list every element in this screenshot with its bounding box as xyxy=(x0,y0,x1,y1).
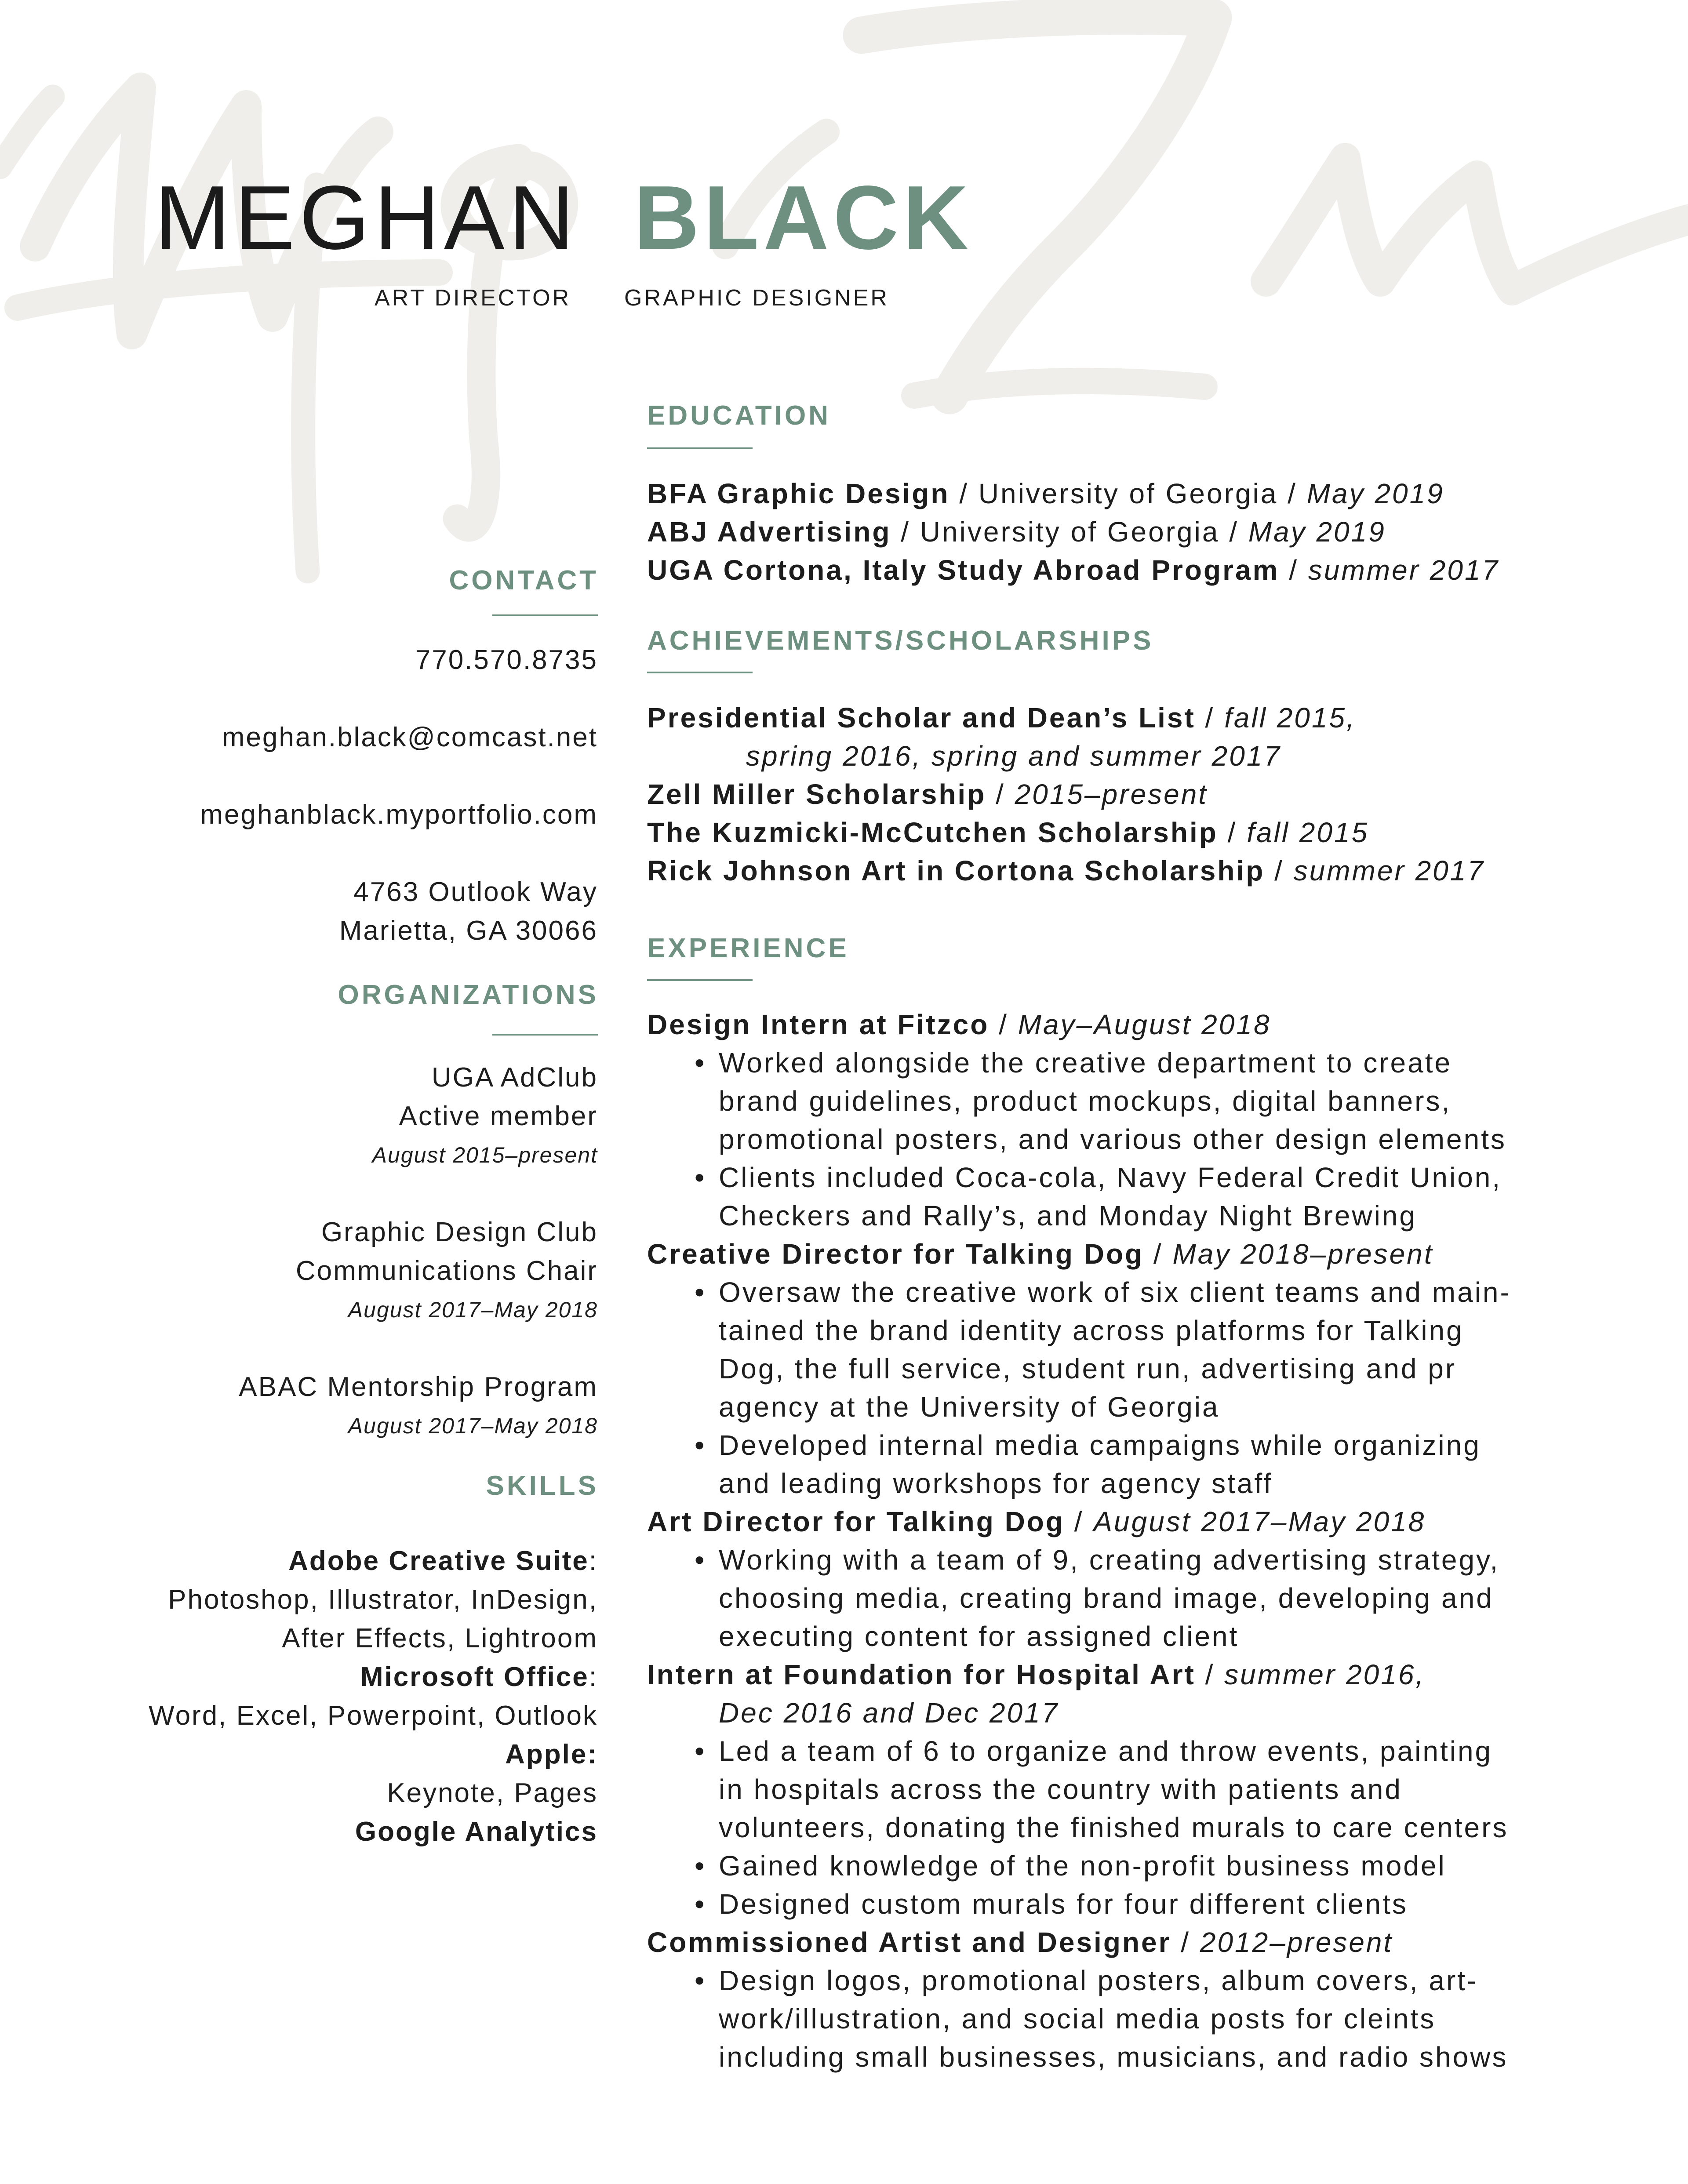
job-dates-cont: Dec 2016 and Dec 2017 xyxy=(719,1697,1059,1729)
achievement-item: Presidential Scholar and Dean’s List / fall 2015, xyxy=(647,702,1356,734)
job-bullet: • Design logos, promotional posters, album covers, art- xyxy=(695,1965,1478,1996)
job-bullet-cont: in hospitals across the country with patients and xyxy=(719,1773,1402,1805)
skill-group-name: Google Analytics xyxy=(355,1817,598,1847)
last-name: BLACK xyxy=(634,167,973,268)
achievements-section xyxy=(647,699,1485,890)
organizations-section xyxy=(239,1058,598,1445)
skill-list: Word, Excel, Powerpoint, Outlook xyxy=(149,1701,598,1731)
job-bullet-cont: volunteers, donating the finished murals to care centers xyxy=(719,1812,1509,1843)
skills-section xyxy=(149,1542,598,1851)
org-role: Communications Chair xyxy=(295,1256,598,1286)
job-bullet: • Worked alongside the creative department to create xyxy=(695,1047,1452,1079)
organizations-rule xyxy=(492,1034,598,1036)
skill-list: Keynote, Pages xyxy=(387,1778,598,1808)
experience-rule xyxy=(647,979,753,981)
org-name: UGA AdClub xyxy=(431,1062,598,1093)
org-item xyxy=(239,1058,598,1174)
experience-section xyxy=(647,1006,1511,2076)
job-bullet-cont: tained the brand identity across platforms for Talking xyxy=(719,1315,1464,1346)
org-name: ABAC Mentorship Program xyxy=(239,1372,598,1402)
education-item: UGA Cortona, Italy Study Abroad Program / summer 2017 xyxy=(647,554,1500,586)
job-bullet: • Working with a team of 9, creating advertising strategy, xyxy=(695,1544,1500,1576)
contact-email[interactable]: meghan.black@comcast.net xyxy=(222,722,598,752)
first-name: MEGHAN xyxy=(155,167,579,268)
org-item xyxy=(239,1213,598,1329)
job-bullet-cont: choosing media, creating brand image, developing and xyxy=(719,1582,1494,1614)
skill-group-name: Apple: xyxy=(505,1739,598,1770)
job-title-graphic-designer: GRAPHIC DESIGNER xyxy=(624,285,889,311)
org-dates: August 2017–May 2018 xyxy=(348,1414,598,1438)
job-bullet: • Developed internal media campaigns while organizing xyxy=(695,1429,1481,1461)
job-bullet-cont: Dog, the full service, student run, advertising and pr xyxy=(719,1353,1457,1385)
achievement-item: Zell Miller Scholarship / 2015–present xyxy=(647,778,1208,810)
job-title-line: Creative Director for Talking Dog / May 2018–present xyxy=(647,1238,1434,1270)
job-bullet: • Gained knowledge of the non-profit business model xyxy=(695,1850,1446,1882)
org-name: Graphic Design Club xyxy=(321,1217,598,1247)
job-bullet-cont: Checkers and Rally’s, and Monday Night Brewing xyxy=(719,1200,1417,1232)
achievements-heading: ACHIEVEMENTS/SCHOLARSHIPS xyxy=(647,625,1154,656)
skill-list: Photoshop, Illustrator, InDesign, xyxy=(168,1584,598,1615)
education-item: BFA Graphic Design / University of Georgia / May 2019 xyxy=(647,478,1444,509)
job-title-line: Commissioned Artist and Designer / 2012–present xyxy=(647,1926,1393,1958)
job-bullet-cont: work/illustration, and social media posts for cleints xyxy=(719,2003,1436,2035)
org-item xyxy=(239,1368,598,1445)
contact-address-line1: 4763 Outlook Way xyxy=(353,877,598,907)
job-title-art-director: ART DIRECTOR xyxy=(375,285,571,311)
achievement-date-cont: spring 2016, spring and summer 2017 xyxy=(746,740,1281,772)
org-dates: August 2017–May 2018 xyxy=(348,1297,598,1322)
contact-rule xyxy=(492,614,598,616)
achievement-item: Rick Johnson Art in Cortona Scholarship / summer 2017 xyxy=(647,855,1485,887)
achievements-rule xyxy=(647,672,753,673)
job-bullet-cont: and leading workshops for agency staff xyxy=(719,1468,1273,1499)
job-bullet: • Clients included Coca-cola, Navy Federal Credit Union, xyxy=(695,1162,1502,1193)
contact-phone[interactable]: 770.570.8735 xyxy=(415,645,598,675)
contact-address-line2: Marietta, GA 30066 xyxy=(339,916,598,946)
contact-heading: CONTACT xyxy=(449,565,599,596)
job-bullet-cont: agency at the University of Georgia xyxy=(719,1391,1220,1423)
job-title-line: Design Intern at Fitzco / May–August 2018 xyxy=(647,1009,1271,1040)
contact-website[interactable]: meghanblack.myportfolio.com xyxy=(200,799,598,830)
education-rule xyxy=(647,447,753,449)
job-bullet-cont: promotional posters, and various other design elements xyxy=(719,1123,1506,1155)
education-heading: EDUCATION xyxy=(647,400,831,431)
education-section xyxy=(647,475,1499,589)
job-bullet: • Led a team of 6 to organize and throw events, painting xyxy=(695,1735,1493,1767)
achievement-item: The Kuzmicki-McCutchen Scholarship / fall 2015 xyxy=(647,817,1369,848)
job-bullet-cont: executing content for assigned client xyxy=(719,1621,1239,1652)
contact-section xyxy=(200,641,598,950)
education-item: ABJ Advertising / University of Georgia / May 2019 xyxy=(647,516,1386,548)
organizations-heading: ORGANIZATIONS xyxy=(338,980,599,1010)
skill-group-name: Microsoft Office: xyxy=(360,1662,598,1692)
job-bullet: • Oversaw the creative work of six client teams and main- xyxy=(695,1276,1511,1308)
experience-heading: EXPERIENCE xyxy=(647,933,849,963)
org-dates: August 2015–present xyxy=(372,1143,598,1167)
skill-group-name: Adobe Creative Suite: xyxy=(288,1546,598,1576)
job-bullet: • Designed custom murals for four different clients xyxy=(695,1888,1408,1920)
job-title-line: Intern at Foundation for Hospital Art / summer 2016, xyxy=(647,1659,1426,1690)
job-bullet-cont: brand guidelines, product mockups, digital banners, xyxy=(719,1085,1452,1117)
job-title-line: Art Director for Talking Dog / August 2017–May 2018 xyxy=(647,1506,1426,1537)
skills-heading: SKILLS xyxy=(486,1471,599,1501)
job-bullet-cont: including small businesses, musicians, and radio shows xyxy=(719,2041,1508,2073)
skill-list: After Effects, Lightroom xyxy=(282,1623,598,1653)
org-role: Active member xyxy=(399,1101,598,1131)
